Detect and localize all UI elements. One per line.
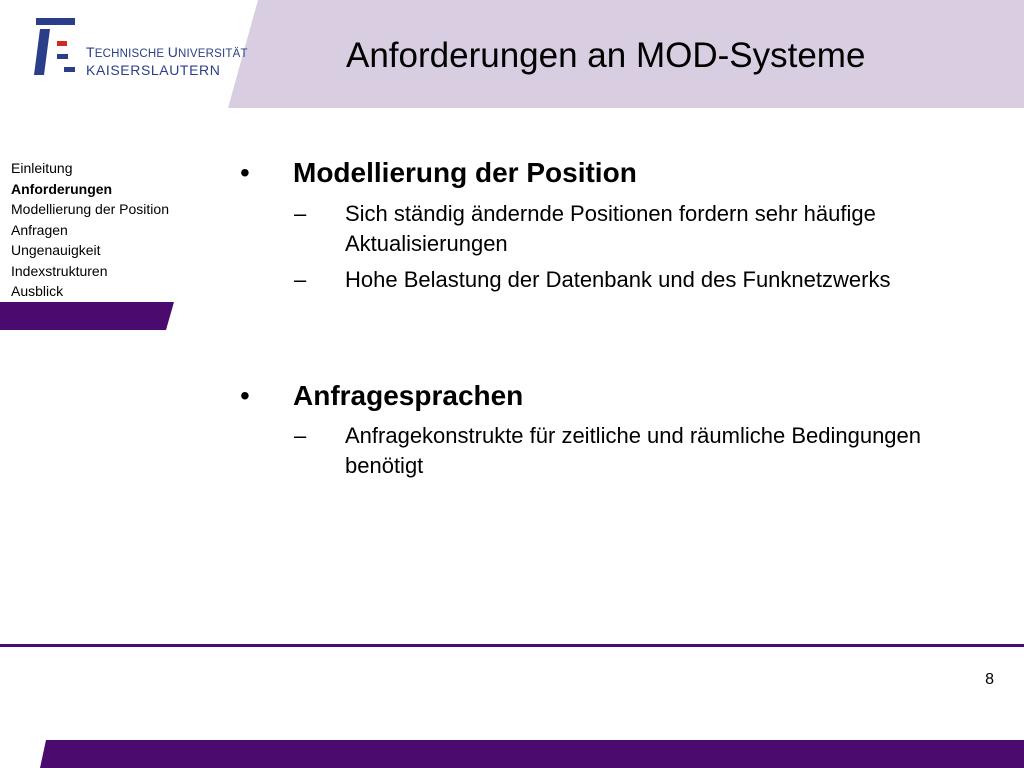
university-logo — [30, 17, 248, 78]
bullet-heading-anfragesprachen: Anfragesprachen — [293, 380, 524, 411]
nav-item-ausblick[interactable]: Ausblick — [11, 283, 64, 299]
nav-item-modellierung-der-position[interactable]: Modellierung der Position — [11, 201, 169, 217]
sidebar-accent-bar — [0, 302, 175, 330]
sub-bullet-dash: – — [294, 423, 307, 448]
slide-title: Anforderungen an MOD-Systeme — [346, 36, 866, 75]
slide-content — [240, 0, 1000, 600]
page-number: 8 — [985, 671, 994, 688]
sub-bullet-anfragekonstrukte: Anfragekonstrukte für zeitliche und räumliche Bedingungen benötigt — [345, 423, 922, 478]
sub-bullet-dash: – — [294, 267, 307, 292]
sub-bullet-belastung: Hohe Belastung der Datenbank und des Funknetzwerks — [345, 267, 891, 292]
sub-bullet-dash: – — [294, 201, 307, 226]
section-nav — [11, 158, 221, 302]
nav-item-indexstrukturen[interactable]: Indexstrukturen — [11, 262, 108, 279]
nav-item-ungenauigkeit[interactable]: Ungenauigkeit — [11, 242, 101, 258]
university-logo-line1: TECHNISCHE UNIVERSITÄT — [86, 44, 248, 60]
sub-bullet-aktualisierungen: Sich ständig ändernde Positionen fordern sehr häufige Aktualisierungen — [345, 201, 876, 256]
university-logo-mark-icon — [30, 17, 80, 77]
bullet-symbol: • — [240, 157, 250, 188]
nav-item-einleitung[interactable]: Einleitung — [11, 160, 73, 176]
university-logo-text — [86, 44, 248, 78]
university-logo-line2: KAISERSLAUTERN — [86, 62, 221, 78]
nav-item-anforderungen[interactable]: Anforderungen — [11, 180, 113, 197]
footer-band — [0, 740, 1024, 768]
bullet-heading-modellierung: Modellierung der Position — [293, 157, 637, 188]
footer-rule — [0, 644, 1024, 647]
bullet-symbol: • — [240, 380, 250, 411]
nav-item-anfragen[interactable]: Anfragen — [11, 221, 68, 238]
